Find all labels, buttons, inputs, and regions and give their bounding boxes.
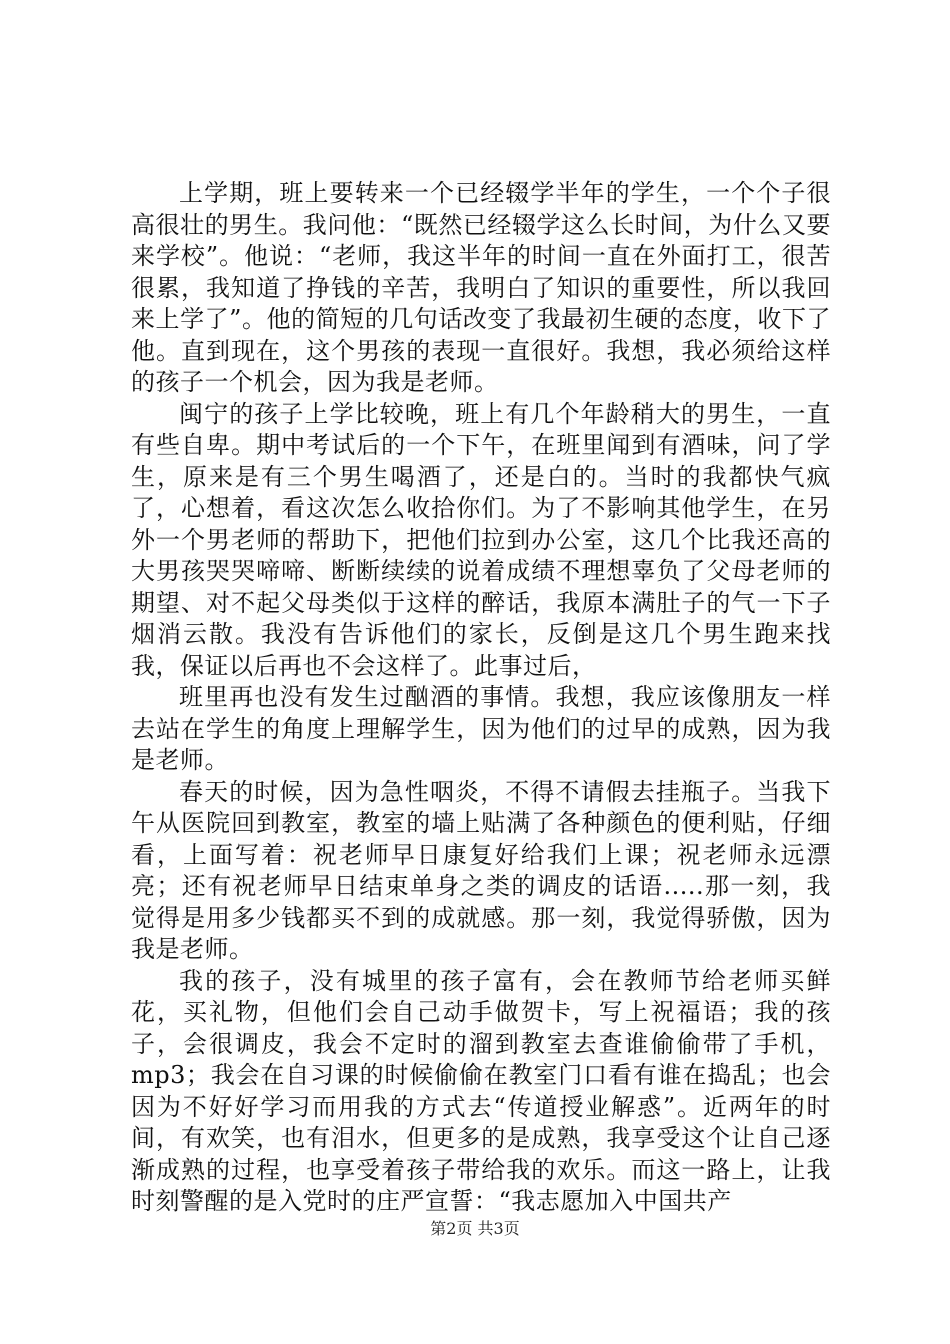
document-body <box>131 178 831 1218</box>
paragraph-4: 春天的时候，因为急性咽炎，不得不请假去挂瓶子。当我下午从医院回到教室，教室的墙上贴满了各种颜色的便利贴，仔细看，上面写着：祝老师早日康复好给我们上课；祝老师永远漂亮；还有祝老师早日结束单身之类的调皮的话语.....那一刻，我觉得是用多少钱都买不到的成就感。那一刻，我觉得骄傲，因为我是老师。 <box>131 777 831 963</box>
page-footer: 第2页 共3页 <box>430 1219 520 1238</box>
paragraph-5: 我的孩子，没有城里的孩子富有，会在教师节给老师买鲜花，买礼物，但他们会自己动手做贺卡，写上祝福语；我的孩子，会很调皮，我会不定时的溜到教室去查谁偷偷带了手机，mp3；我会在自习课的时候偷偷在教室门口看有谁在捣乱；也会因为不好好学习而用我的方式去“传道授业解惑”。近两年的时间，有欢笑，也有泪水，但更多的是成熟，我享受这个让自己逐渐成熟的过程，也享受着孩子带给我的欢乐。而这一路上，让我时刻警醒的是入党时的庄严宣誓：“我志愿加入中国共产 <box>131 966 831 1215</box>
paragraph-3: 班里再也没有发生过酗酒的事情。我想，我应该像朋友一样去站在学生的角度上理解学生，因为他们的过早的成熟，因为我是老师。 <box>131 683 831 774</box>
paragraph-2: 闽宁的孩子上学比较晚，班上有几个年龄稍大的男生，一直有些自卑。期中考试后的一个下午，在班里闻到有酒味，问了学生，原来是有三个男生喝酒了，还是白的。当时的我都快气疯了，心想着，看这次怎么收拾你们。为了不影响其他学生，在另外一个男老师的帮助下，把他们拉到办公室，这几个比我还高的大男孩哭哭啼啼、断断续续的说着成绩不理想辜负了父母老师的期望、对不起父母类似于这样的醉话，我原本满肚子的气一下子烟消云散。我没有告诉他们的家长，反倒是这几个男生跑来找我，保证以后再也不会这样了。此事过后， <box>131 399 831 680</box>
paragraph-1: 上学期，班上要转来一个已经辍学半年的学生，一个个子很高很壮的男生。我问他：“既然已经辍学这么长时间，为什么又要来学校”。他说：“老师，我这半年的时间一直在外面打工，很苦很累，我知道了挣钱的辛苦，我明白了知识的重要性，所以我回来上学了”。他的简短的几句话改变了我最初生硬的态度，收下了他。直到现在，这个男孩的表现一直很好。我想，我必须给这样的孩子一个机会，因为我是老师。 <box>131 179 831 396</box>
